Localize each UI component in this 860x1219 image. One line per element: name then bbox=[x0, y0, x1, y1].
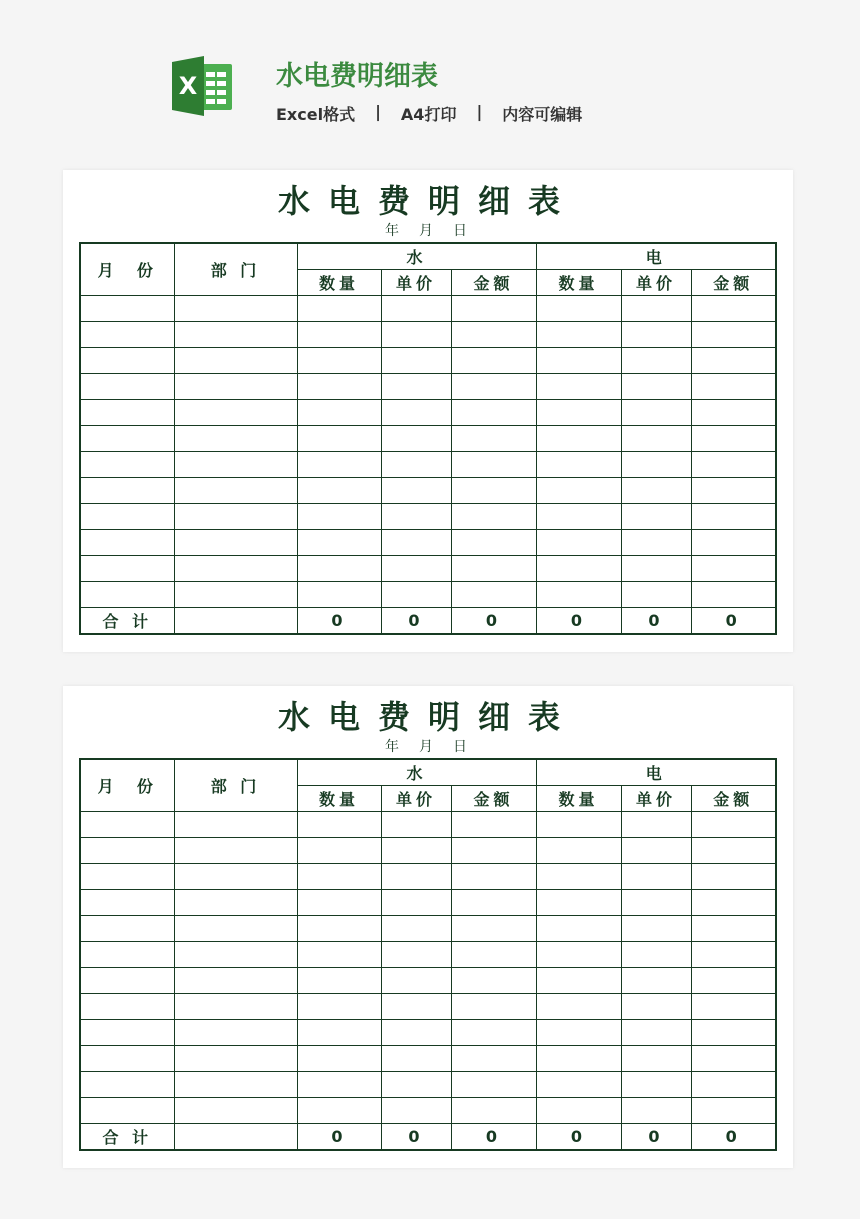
total-value: 0 bbox=[297, 608, 381, 635]
table-cell[interactable] bbox=[381, 296, 451, 322]
table-cell[interactable] bbox=[174, 942, 297, 968]
table-row bbox=[80, 1046, 776, 1072]
table-cell[interactable] bbox=[621, 1098, 691, 1124]
table-cell[interactable] bbox=[80, 1072, 174, 1098]
table-cell[interactable] bbox=[451, 426, 536, 452]
table-cell[interactable] bbox=[451, 296, 536, 322]
table-row bbox=[80, 838, 776, 864]
table-cell[interactable] bbox=[691, 556, 776, 582]
group-electricity: 电 bbox=[536, 243, 776, 270]
subheader-cell: 单价 bbox=[381, 786, 451, 812]
table-cell[interactable] bbox=[174, 504, 297, 530]
table-cell[interactable] bbox=[381, 994, 451, 1020]
group-electricity: 电 bbox=[536, 759, 776, 786]
table-cell[interactable] bbox=[297, 994, 381, 1020]
tag-format: Excel格式 bbox=[276, 105, 356, 124]
table-cell[interactable] bbox=[174, 1124, 297, 1151]
table-cell[interactable] bbox=[297, 400, 381, 426]
table-cell[interactable] bbox=[297, 1098, 381, 1124]
subheader-cell: 单价 bbox=[381, 270, 451, 296]
table-cell[interactable] bbox=[80, 1020, 174, 1046]
table-cell[interactable] bbox=[621, 1072, 691, 1098]
table-cell[interactable] bbox=[381, 942, 451, 968]
total-value: 0 bbox=[691, 1124, 776, 1151]
table-row bbox=[80, 322, 776, 348]
table-cell[interactable] bbox=[381, 504, 451, 530]
table-cell[interactable] bbox=[451, 1072, 536, 1098]
table-cell[interactable] bbox=[80, 296, 174, 322]
table-cell[interactable] bbox=[297, 838, 381, 864]
group-water: 水 bbox=[297, 243, 536, 270]
table-cell[interactable] bbox=[174, 994, 297, 1020]
table-cell[interactable] bbox=[691, 1098, 776, 1124]
table-cell[interactable] bbox=[691, 582, 776, 608]
table-cell[interactable] bbox=[451, 838, 536, 864]
total-value: 0 bbox=[297, 1124, 381, 1151]
table-cell[interactable] bbox=[536, 942, 621, 968]
table-cell[interactable] bbox=[80, 942, 174, 968]
table-cell[interactable] bbox=[174, 478, 297, 504]
header-row bbox=[80, 759, 776, 786]
date-label: 年 bbox=[385, 739, 403, 755]
table-row bbox=[80, 296, 776, 322]
table-cell[interactable] bbox=[381, 348, 451, 374]
table-cell[interactable] bbox=[174, 374, 297, 400]
table-row bbox=[80, 348, 776, 374]
table-cell[interactable] bbox=[536, 994, 621, 1020]
table-cell[interactable] bbox=[174, 322, 297, 348]
table-cell[interactable] bbox=[297, 452, 381, 478]
table-cell[interactable] bbox=[691, 968, 776, 994]
table-cell[interactable] bbox=[80, 968, 174, 994]
table-cell[interactable] bbox=[80, 322, 174, 348]
col-month: 月 份 bbox=[80, 759, 174, 812]
table-cell[interactable] bbox=[174, 452, 297, 478]
table-cell[interactable] bbox=[297, 916, 381, 942]
table-cell[interactable] bbox=[621, 864, 691, 890]
table-cell[interactable] bbox=[297, 322, 381, 348]
table-cell[interactable] bbox=[297, 582, 381, 608]
table-cell[interactable] bbox=[381, 452, 451, 478]
table-cell[interactable] bbox=[536, 838, 621, 864]
col-month: 月 份 bbox=[80, 243, 174, 296]
subheader-cell: 单价 bbox=[621, 786, 691, 812]
table-cell[interactable] bbox=[691, 1046, 776, 1072]
table-cell[interactable] bbox=[174, 916, 297, 942]
table-cell[interactable] bbox=[451, 530, 536, 556]
table-cell[interactable] bbox=[381, 1020, 451, 1046]
table-row bbox=[80, 400, 776, 426]
table-cell[interactable] bbox=[691, 504, 776, 530]
total-value: 0 bbox=[536, 608, 621, 635]
table-cell[interactable] bbox=[691, 838, 776, 864]
table-cell[interactable] bbox=[80, 864, 174, 890]
table-cell[interactable] bbox=[451, 374, 536, 400]
table-row bbox=[80, 530, 776, 556]
table-cell[interactable] bbox=[297, 942, 381, 968]
table-cell[interactable] bbox=[691, 942, 776, 968]
table-cell[interactable] bbox=[536, 1046, 621, 1072]
table-cell[interactable] bbox=[691, 890, 776, 916]
sheet-preview-1 bbox=[63, 170, 793, 652]
table-cell[interactable] bbox=[451, 478, 536, 504]
subheader-cell: 单价 bbox=[621, 270, 691, 296]
tag-line bbox=[276, 102, 582, 125]
date-label: 日 bbox=[453, 739, 471, 755]
table-cell[interactable] bbox=[621, 452, 691, 478]
table-cell[interactable] bbox=[536, 556, 621, 582]
fee-table bbox=[79, 758, 777, 1151]
table-cell[interactable] bbox=[621, 582, 691, 608]
total-value: 0 bbox=[451, 608, 536, 635]
table-cell[interactable] bbox=[80, 556, 174, 582]
table-cell[interactable] bbox=[174, 556, 297, 582]
table-cell[interactable] bbox=[621, 478, 691, 504]
table-cell[interactable] bbox=[381, 1072, 451, 1098]
table-cell[interactable] bbox=[381, 812, 451, 838]
subheader-cell: 数量 bbox=[536, 786, 621, 812]
date-line bbox=[63, 220, 793, 240]
table-cell[interactable] bbox=[297, 890, 381, 916]
table-cell[interactable] bbox=[80, 478, 174, 504]
table-cell[interactable] bbox=[297, 1072, 381, 1098]
table-cell[interactable] bbox=[174, 1098, 297, 1124]
date-line bbox=[63, 736, 793, 756]
table-cell[interactable] bbox=[621, 426, 691, 452]
table-cell[interactable] bbox=[691, 348, 776, 374]
table-row bbox=[80, 504, 776, 530]
table-cell[interactable] bbox=[691, 916, 776, 942]
date-label: 月 bbox=[419, 223, 437, 239]
table-cell[interactable] bbox=[691, 452, 776, 478]
table-cell[interactable] bbox=[691, 812, 776, 838]
table-cell[interactable] bbox=[451, 348, 536, 374]
table-cell[interactable] bbox=[691, 994, 776, 1020]
table-row bbox=[80, 864, 776, 890]
table-cell[interactable] bbox=[381, 556, 451, 582]
table-cell[interactable] bbox=[621, 530, 691, 556]
table-row bbox=[80, 942, 776, 968]
total-value: 0 bbox=[621, 1124, 691, 1151]
table-cell[interactable] bbox=[691, 296, 776, 322]
table-cell[interactable] bbox=[381, 374, 451, 400]
table-cell[interactable] bbox=[536, 348, 621, 374]
table-cell[interactable] bbox=[381, 582, 451, 608]
subheader-cell: 金额 bbox=[691, 786, 776, 812]
table-row bbox=[80, 478, 776, 504]
total-value: 0 bbox=[451, 1124, 536, 1151]
total-label: 合 计 bbox=[80, 608, 174, 635]
table-cell[interactable] bbox=[621, 348, 691, 374]
table-cell[interactable] bbox=[80, 400, 174, 426]
table-cell[interactable] bbox=[451, 504, 536, 530]
table-cell[interactable] bbox=[451, 582, 536, 608]
table-cell[interactable] bbox=[451, 942, 536, 968]
table-row bbox=[80, 582, 776, 608]
table-cell[interactable] bbox=[451, 1046, 536, 1072]
table-cell[interactable] bbox=[381, 864, 451, 890]
total-row bbox=[80, 608, 776, 635]
table-cell[interactable] bbox=[451, 968, 536, 994]
table-cell[interactable] bbox=[297, 426, 381, 452]
date-label: 月 bbox=[419, 739, 437, 755]
table-cell[interactable] bbox=[80, 1046, 174, 1072]
table-cell[interactable] bbox=[691, 322, 776, 348]
table-cell[interactable] bbox=[174, 1046, 297, 1072]
table-cell[interactable] bbox=[536, 1072, 621, 1098]
table-cell[interactable] bbox=[536, 864, 621, 890]
table-cell[interactable] bbox=[297, 968, 381, 994]
table-cell[interactable] bbox=[621, 916, 691, 942]
table-cell[interactable] bbox=[536, 426, 621, 452]
table-cell[interactable] bbox=[536, 478, 621, 504]
tag-print: A4打印 bbox=[400, 105, 457, 124]
table-cell[interactable] bbox=[80, 916, 174, 942]
col-dept: 部 门 bbox=[174, 759, 297, 812]
table-cell[interactable] bbox=[174, 608, 297, 635]
total-label: 合 计 bbox=[80, 1124, 174, 1151]
table-cell[interactable] bbox=[536, 1098, 621, 1124]
table-cell[interactable] bbox=[536, 452, 621, 478]
subheader-cell: 数量 bbox=[297, 786, 381, 812]
table-cell[interactable] bbox=[621, 942, 691, 968]
table-cell[interactable] bbox=[451, 452, 536, 478]
table-cell[interactable] bbox=[621, 994, 691, 1020]
table-cell[interactable] bbox=[174, 890, 297, 916]
table-cell[interactable] bbox=[621, 968, 691, 994]
table-cell[interactable] bbox=[174, 582, 297, 608]
table-cell[interactable] bbox=[536, 812, 621, 838]
table-cell[interactable] bbox=[80, 812, 174, 838]
total-value: 0 bbox=[536, 1124, 621, 1151]
table-cell[interactable] bbox=[621, 1020, 691, 1046]
table-cell[interactable] bbox=[536, 504, 621, 530]
total-value: 0 bbox=[691, 608, 776, 635]
col-dept: 部 门 bbox=[174, 243, 297, 296]
table-cell[interactable] bbox=[691, 864, 776, 890]
total-value: 0 bbox=[621, 608, 691, 635]
table-cell[interactable] bbox=[174, 426, 297, 452]
table-row bbox=[80, 812, 776, 838]
table-cell[interactable] bbox=[451, 1098, 536, 1124]
table-cell[interactable] bbox=[297, 296, 381, 322]
table-cell[interactable] bbox=[621, 890, 691, 916]
table-cell[interactable] bbox=[174, 1020, 297, 1046]
subheader-cell: 数量 bbox=[536, 270, 621, 296]
table-cell[interactable] bbox=[691, 400, 776, 426]
sheet-title: 水电费明细表 bbox=[277, 698, 578, 736]
table-cell[interactable] bbox=[536, 374, 621, 400]
table-row bbox=[80, 452, 776, 478]
group-water: 水 bbox=[297, 759, 536, 786]
table-cell[interactable] bbox=[381, 322, 451, 348]
table-cell[interactable] bbox=[80, 374, 174, 400]
table-cell[interactable] bbox=[536, 296, 621, 322]
table-cell[interactable] bbox=[297, 1046, 381, 1072]
table-row bbox=[80, 556, 776, 582]
table-cell[interactable] bbox=[536, 890, 621, 916]
table-cell[interactable] bbox=[80, 890, 174, 916]
table-cell[interactable] bbox=[297, 348, 381, 374]
table-cell[interactable] bbox=[297, 530, 381, 556]
table-cell[interactable] bbox=[451, 556, 536, 582]
sheet-title: 水电费明细表 bbox=[277, 182, 578, 220]
date-label: 日 bbox=[453, 223, 471, 239]
table-cell[interactable] bbox=[451, 812, 536, 838]
table-cell[interactable] bbox=[691, 374, 776, 400]
table-cell[interactable] bbox=[451, 400, 536, 426]
table-row bbox=[80, 916, 776, 942]
table-cell[interactable] bbox=[536, 322, 621, 348]
table-cell[interactable] bbox=[621, 296, 691, 322]
header-row bbox=[80, 243, 776, 270]
table-cell[interactable] bbox=[536, 530, 621, 556]
table-cell[interactable] bbox=[297, 812, 381, 838]
excel-logo-icon bbox=[172, 56, 234, 116]
table-cell[interactable] bbox=[297, 504, 381, 530]
subheader-cell: 数量 bbox=[297, 270, 381, 296]
svg-text:X: X bbox=[178, 72, 198, 100]
table-cell[interactable] bbox=[80, 348, 174, 374]
table-cell[interactable] bbox=[621, 812, 691, 838]
table-cell[interactable] bbox=[80, 582, 174, 608]
table-cell[interactable] bbox=[691, 1020, 776, 1046]
table-cell[interactable] bbox=[451, 864, 536, 890]
subheader-cell: 金额 bbox=[451, 786, 536, 812]
table-cell[interactable] bbox=[381, 400, 451, 426]
table-cell[interactable] bbox=[381, 426, 451, 452]
table-cell[interactable] bbox=[381, 916, 451, 942]
table-cell[interactable] bbox=[80, 426, 174, 452]
table-row bbox=[80, 1098, 776, 1124]
table-cell[interactable] bbox=[297, 374, 381, 400]
table-row bbox=[80, 994, 776, 1020]
table-cell[interactable] bbox=[451, 1020, 536, 1046]
subheader-cell: 金额 bbox=[451, 270, 536, 296]
table-cell[interactable] bbox=[381, 530, 451, 556]
table-cell[interactable] bbox=[451, 322, 536, 348]
table-cell[interactable] bbox=[536, 1020, 621, 1046]
total-value: 0 bbox=[381, 1124, 451, 1151]
table-cell[interactable] bbox=[381, 1098, 451, 1124]
table-cell[interactable] bbox=[621, 556, 691, 582]
total-row bbox=[80, 1124, 776, 1151]
table-cell[interactable] bbox=[174, 348, 297, 374]
sheet-preview-2 bbox=[63, 686, 793, 1168]
table-cell[interactable] bbox=[536, 916, 621, 942]
table-row bbox=[80, 426, 776, 452]
table-cell[interactable] bbox=[174, 968, 297, 994]
table-cell[interactable] bbox=[80, 504, 174, 530]
table-row bbox=[80, 1020, 776, 1046]
table-cell[interactable] bbox=[691, 530, 776, 556]
table-row bbox=[80, 1072, 776, 1098]
date-label: 年 bbox=[385, 223, 403, 239]
tag-editable: 内容可编辑 bbox=[502, 105, 583, 124]
table-cell[interactable] bbox=[174, 864, 297, 890]
table-cell[interactable] bbox=[621, 504, 691, 530]
table-cell[interactable] bbox=[621, 400, 691, 426]
table-cell[interactable] bbox=[174, 296, 297, 322]
table-cell[interactable] bbox=[297, 864, 381, 890]
table-cell[interactable] bbox=[174, 812, 297, 838]
table-cell[interactable] bbox=[691, 478, 776, 504]
table-cell[interactable] bbox=[174, 1072, 297, 1098]
table-cell[interactable] bbox=[297, 556, 381, 582]
tag-separator: | bbox=[375, 102, 381, 121]
table-cell[interactable] bbox=[80, 1098, 174, 1124]
table-cell[interactable] bbox=[80, 452, 174, 478]
table-cell[interactable] bbox=[621, 322, 691, 348]
table-cell[interactable] bbox=[174, 838, 297, 864]
table-cell[interactable] bbox=[381, 968, 451, 994]
table-row bbox=[80, 374, 776, 400]
table-cell[interactable] bbox=[691, 1072, 776, 1098]
table-cell[interactable] bbox=[536, 968, 621, 994]
total-value: 0 bbox=[381, 608, 451, 635]
table-cell[interactable] bbox=[536, 400, 621, 426]
table-row bbox=[80, 968, 776, 994]
fee-table bbox=[79, 242, 777, 635]
table-cell[interactable] bbox=[451, 994, 536, 1020]
table-cell[interactable] bbox=[381, 838, 451, 864]
table-cell[interactable] bbox=[80, 530, 174, 556]
table-cell[interactable] bbox=[80, 994, 174, 1020]
subheader-cell: 金额 bbox=[691, 270, 776, 296]
table-cell[interactable] bbox=[381, 890, 451, 916]
table-cell[interactable] bbox=[381, 1046, 451, 1072]
table-cell[interactable] bbox=[621, 1046, 691, 1072]
table-cell[interactable] bbox=[381, 478, 451, 504]
table-cell[interactable] bbox=[451, 890, 536, 916]
table-cell[interactable] bbox=[297, 1020, 381, 1046]
table-cell[interactable] bbox=[536, 582, 621, 608]
tag-separator: | bbox=[476, 102, 483, 121]
table-cell[interactable] bbox=[691, 426, 776, 452]
table-cell[interactable] bbox=[80, 838, 174, 864]
table-cell[interactable] bbox=[174, 530, 297, 556]
table-cell[interactable] bbox=[621, 838, 691, 864]
table-cell[interactable] bbox=[297, 478, 381, 504]
table-cell[interactable] bbox=[174, 400, 297, 426]
table-cell[interactable] bbox=[621, 374, 691, 400]
page-title: 水电费明细表 bbox=[276, 61, 438, 92]
table-cell[interactable] bbox=[451, 916, 536, 942]
table-row bbox=[80, 890, 776, 916]
